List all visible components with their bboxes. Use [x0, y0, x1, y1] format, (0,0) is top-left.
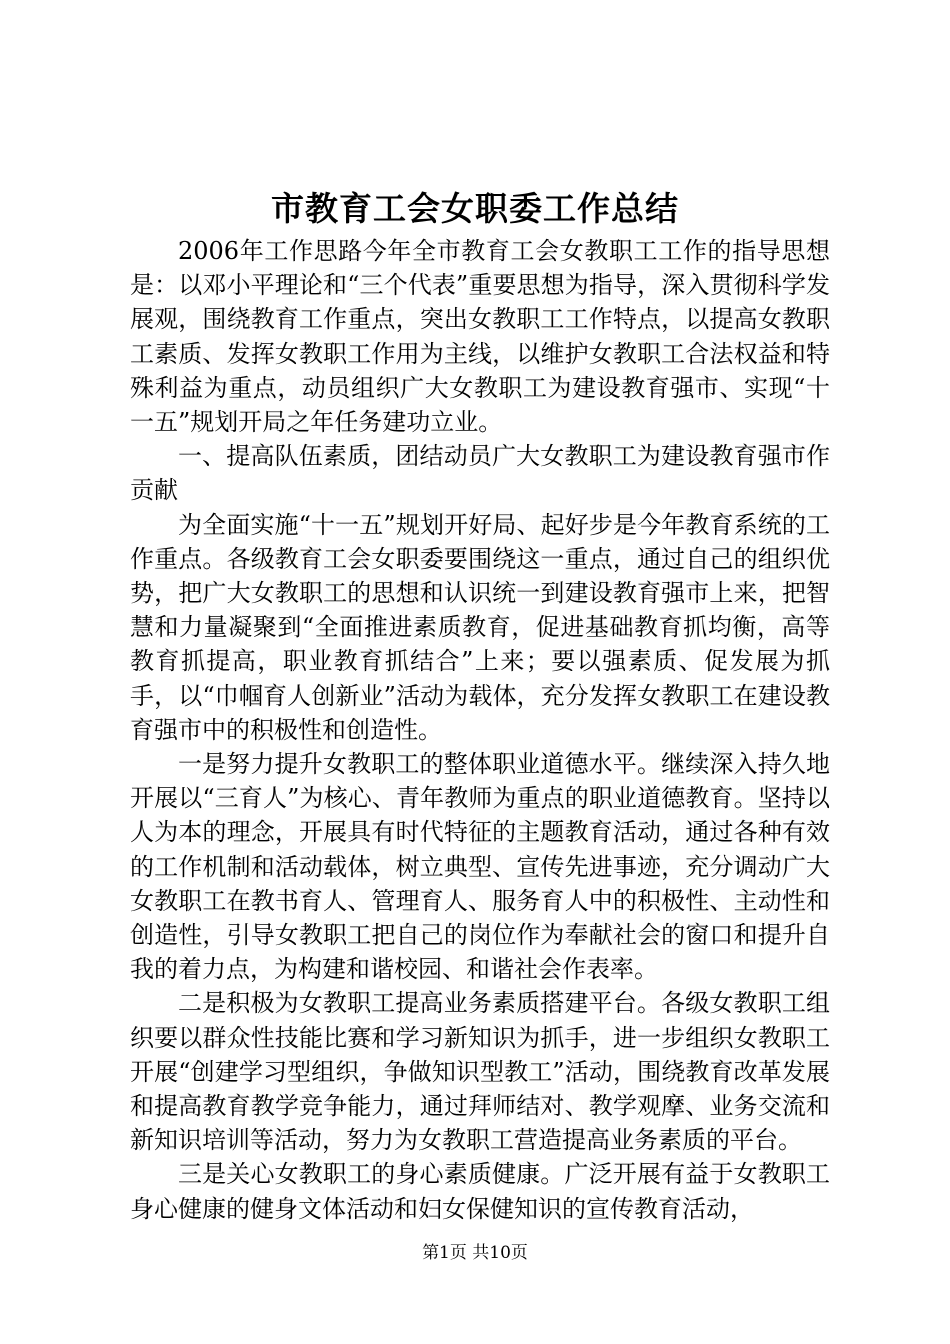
paragraph-point-1: 一是努力提升女教职工的整体职业道德水平。继续深入持久地开展以“三育人”为核心、青年教师为重点的职业道德教育。坚持以人为本的理念，开展具有时代特征的主题教育活动，通过各种有效的工作机制和活动载体，树立典型、宣传先进事迹，充分调动广大女教职工在教书育人、管理育人、服务育人中的积极性、主动性和创造性，引导女教职工把自己的岗位作为奉献社会的窗口和提升自我的着力点，为构建和谐校园、和谐社会作表率。: [130, 750, 830, 984]
paragraph-point-3: 三是关心女教职工的身心素质健康。广泛开展有益于女教职工身心健康的健身文体活动和妇女保健知识的宣传教育活动，: [130, 1160, 830, 1223]
paragraph-section-1-intro: 为全面实施“十一五”规划开好局、起好步是今年教育系统的工作重点。各级教育工会女职委要围绕这一重点，通过自己的组织优势，把广大女教职工的思想和认识统一到建设教育强市上来，把智慧和力量凝聚到“全面推进素质教育，促进基础教育抓均衡，高等教育抓提高，职业教育抓结合”上来；要以强素质、促发展为抓手，以“巾帼育人创新业”活动为载体，充分发挥女教职工在建设教育强市中的积极性和创造性。: [130, 510, 830, 744]
page-number-footer: 第1页 共10页: [422, 1243, 528, 1263]
paragraph-point-2: 二是积极为女教职工提高业务素质搭建平台。各级女教职工组织要以群众性技能比赛和学习新知识为抓手，进一步组织女教职工开展“创建学习型组织，争做知识型教工”活动，围绕教育改革发展和提高教育教学竞争能力，通过拜师结对、教学观摩、业务交流和新知识培训等活动，努力为女教职工营造提高业务素质的平台。: [130, 989, 830, 1155]
paragraph-work-thinking: 2006年工作思路今年全市教育工会女教职工工作的指导思想是：以邓小平理论和“三个代表”重要思想为指导，深入贯彻科学发展观，围绕教育工作重点，突出女教职工工作特点，以提高女教职工素质、发挥女教职工作用为主线，以维护女教职工合法权益和特殊利益为重点，动员组织广大女教职工为建设教育强市、实现“十一五”规划开局之年任务建功立业。: [130, 237, 830, 437]
document-body: [130, 234, 830, 1226]
section-heading-1: 一、提高队伍素质，团结动员广大女教职工为建设教育强市作贡献: [130, 442, 830, 505]
document-title: 市教育工会女职委工作总结: [271, 189, 679, 228]
